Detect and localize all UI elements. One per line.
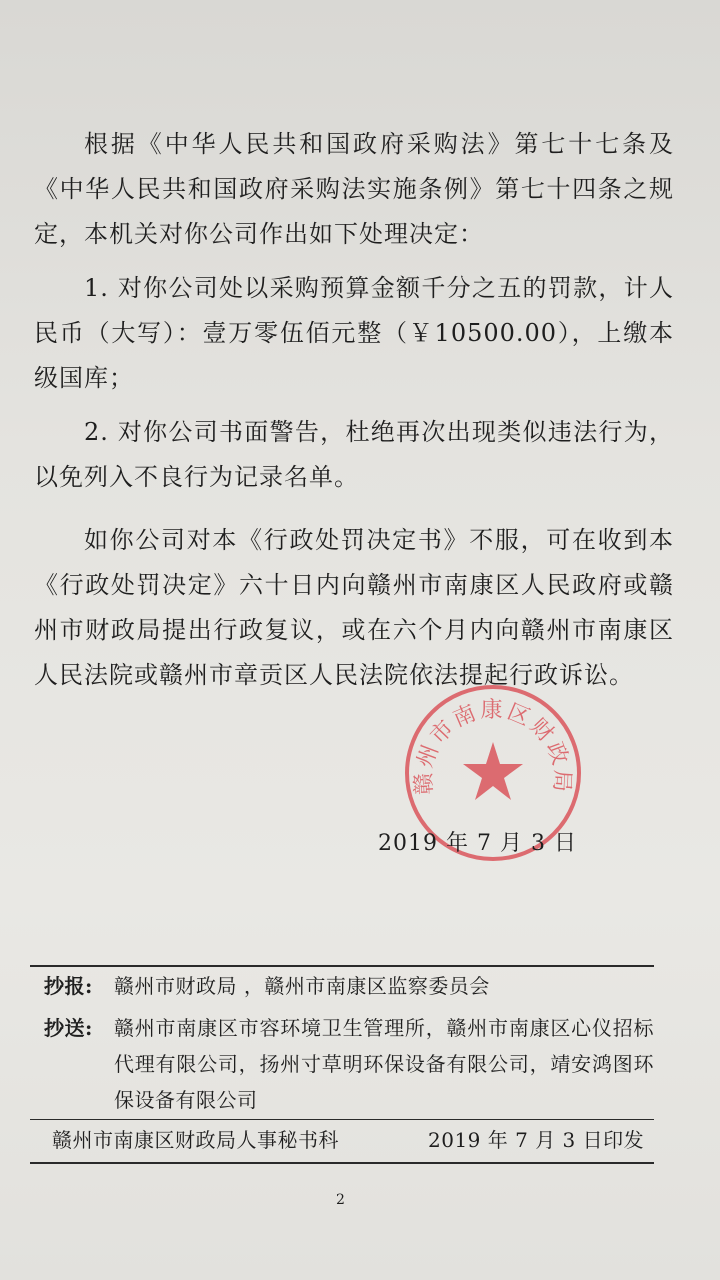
copy-recipients: 赣州市南康区市容环境卫生管理所，赣州市南康区心仪招标代理有限公司，扬州寸草明环保设备有限公司，靖安鸿图环保设备有限公司 (114, 1016, 654, 1112)
issuing-office: 赣州市南康区财政局人事秘书科 (52, 1128, 339, 1152)
divider-top (30, 965, 654, 967)
divider-bottom (30, 1162, 654, 1164)
report-label: 抄报: (44, 974, 93, 998)
seal-text: 赣州市南康区财政局 (411, 697, 575, 796)
paragraph-fine-decision: 1. 对你公司处以采购预算金额千分之五的罚款，计人民币（大写）：壹万零伍佰元整（￥10500.00），上缴本级国库； (34, 274, 674, 392)
copy-label: 抄送: (44, 1016, 93, 1040)
divider-middle (30, 1119, 654, 1120)
seal-star-icon (463, 742, 523, 800)
report-recipients: 赣州市财政局 ，赣州市南康区监察委员会 (114, 974, 490, 998)
paragraph-legal-basis: 根据《中华人民共和国政府采购法》第七十七条及《中华人民共和国政府采购法实施条例》第七十四条之规定，本机关对你公司作出如下处理决定： (34, 130, 674, 248)
signature-date: 2019 年 7 月 3 日 (378, 831, 577, 856)
paragraph-appeal-rights: 如你公司对本《行政处罚决定书》不服，可在收到本《行政处罚决定》六十日内向赣州市南康区人民政府或赣州市财政局提出行政复议，或在六个月内向赣州市南康区人民法院或赣州市章贡区人民法院依法提起行政诉讼。 (34, 526, 674, 689)
page-number: 2 (336, 1192, 345, 1208)
paragraph-warning-decision: 2. 对你公司书面警告，杜绝再次出现类似违法行为，以免列入不良行为记录名单。 (34, 418, 674, 491)
issued-date: 2019 年 7 月 3 日印发 (428, 1128, 645, 1152)
